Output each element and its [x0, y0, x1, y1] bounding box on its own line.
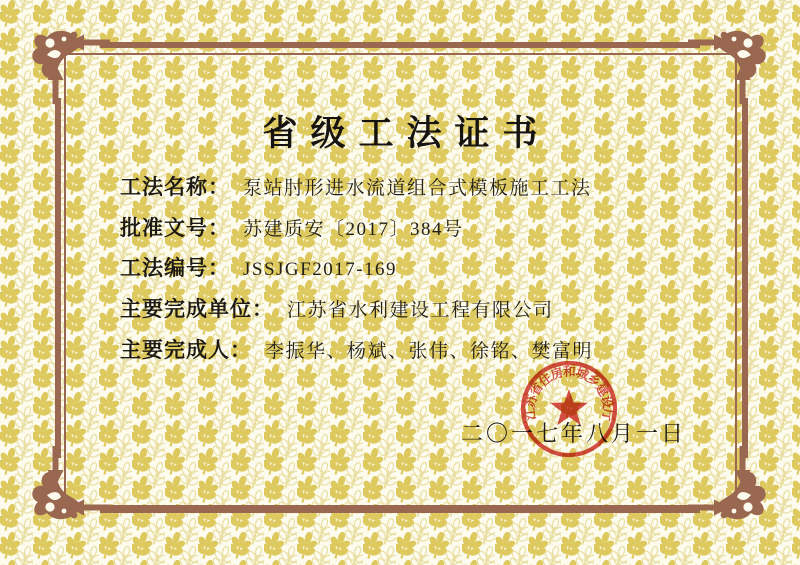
- corner-ornament-top-right: [688, 22, 770, 104]
- field-label: 主要完成人：: [120, 338, 252, 362]
- seal-ring-text: 江苏省住房和城乡建设厅: [523, 364, 615, 422]
- field-label: 工法编号：: [120, 256, 230, 280]
- corner-ornament-bottom-left: [28, 446, 110, 528]
- certificate-title: 省级工法证书: [262, 114, 551, 153]
- field-row-method-name: [120, 171, 592, 201]
- official-seal: [499, 339, 639, 479]
- field-row-approval-number: [120, 212, 464, 242]
- corner-ornament-bottom-right: [688, 446, 770, 528]
- corner-ornament-top-left: [28, 22, 110, 104]
- field-label: 工法名称：: [120, 175, 230, 199]
- field-row-main-unit: [120, 293, 554, 323]
- field-value: 江苏省水利建设工程有限公司: [287, 300, 554, 321]
- field-value: 泵站肘形进水流道组合式模板施工工法: [243, 178, 592, 199]
- star-icon: [550, 389, 588, 425]
- frame-top-line: [100, 42, 700, 48]
- field-label: 主要完成单位：: [120, 297, 274, 321]
- field-value: 苏建质安〔2017〕384号: [243, 219, 464, 240]
- field-label: 批准文号：: [120, 216, 230, 240]
- frame-bottom-line: [100, 507, 700, 513]
- field-row-method-code: [120, 252, 397, 282]
- field-value: JSSJGF2017-169: [243, 259, 398, 280]
- issue-date: 二〇一七年八月一日: [461, 421, 687, 446]
- field-value: 李振华、杨斌、张伟、徐铭、樊富明: [265, 341, 594, 362]
